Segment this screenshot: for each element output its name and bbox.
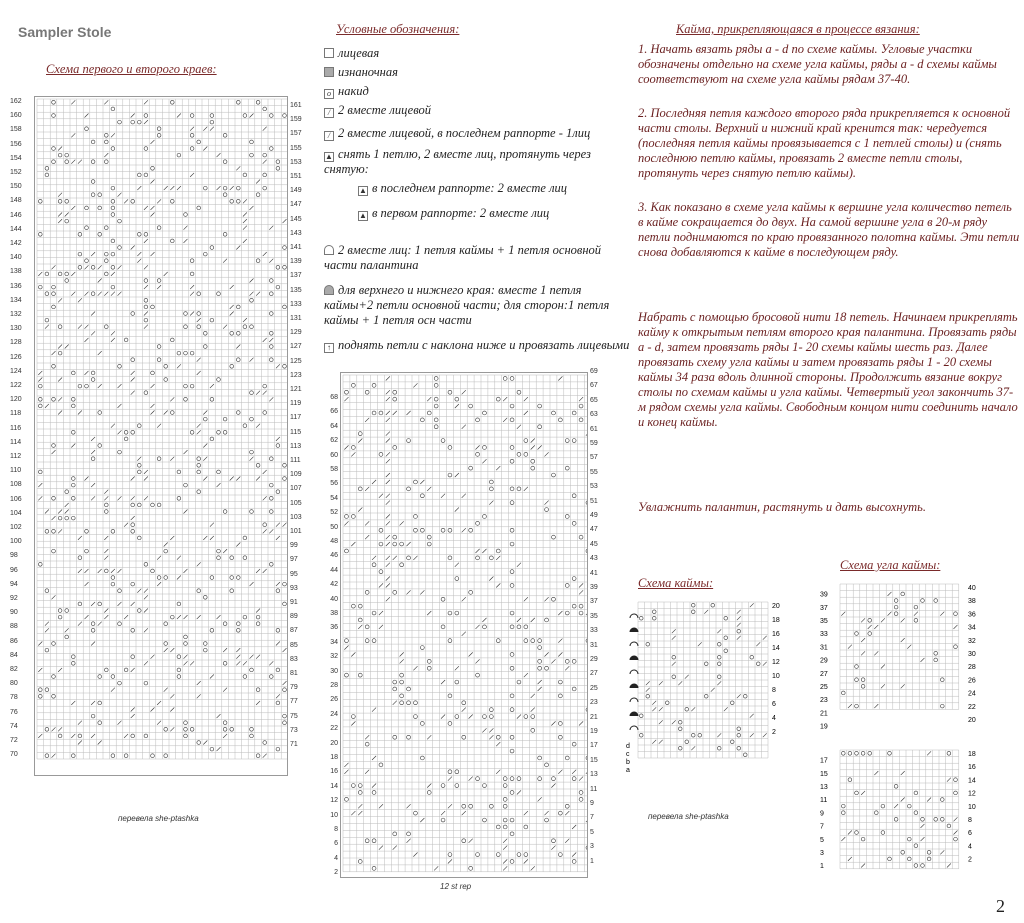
row-number: 118 — [10, 410, 22, 418]
row-number: 17 — [590, 742, 598, 750]
row-number: 100 — [10, 538, 22, 546]
row-number: 41 — [590, 569, 598, 577]
row-number: 128 — [10, 339, 22, 347]
corner-row-number: 40 — [968, 585, 976, 592]
corner-row-number: 25 — [820, 684, 828, 691]
corner-row-number: 24 — [968, 690, 976, 698]
corner-row-number: 3 — [820, 850, 824, 857]
join-edge-symbol-icon — [630, 614, 638, 618]
join-edge-symbol-icon — [630, 726, 638, 730]
row-number: 160 — [10, 112, 22, 120]
row-number: 44 — [330, 566, 338, 574]
row-number: 80 — [10, 680, 18, 688]
left-chart-caption: Схема первого и второго краев: — [46, 62, 217, 76]
corner-row-number: 14 — [968, 777, 976, 785]
row-number: 137 — [290, 272, 302, 280]
row-number: 126 — [10, 353, 22, 361]
row-number: 92 — [10, 595, 18, 602]
row-number: 76 — [10, 708, 18, 716]
row-number: 102 — [10, 524, 22, 531]
corner-chart-caption: Схема угла каймы: — [840, 558, 941, 572]
row-number: 18 — [330, 754, 338, 761]
row-number: 45 — [590, 540, 598, 548]
row-number: 54 — [330, 494, 338, 502]
corner-row-number: 1 — [820, 863, 824, 871]
edge-row-number: 12 — [772, 659, 780, 666]
row-number: 43 — [590, 555, 598, 563]
row-number: 81 — [290, 670, 298, 677]
last-repeat-symbol-icon: ▲ — [359, 186, 367, 195]
row-number: 114 — [10, 438, 22, 446]
row-number: 125 — [290, 357, 302, 365]
row-number: 152 — [10, 169, 22, 176]
middle-chart-footer: 12 st rep — [440, 882, 472, 891]
row-number: 93 — [290, 584, 298, 592]
corner-row-number: 28 — [968, 664, 976, 672]
edge-row-letter: c — [626, 751, 630, 758]
row-number: 53 — [590, 483, 598, 491]
join-corner-symbol-icon — [324, 285, 334, 295]
row-number: 116 — [10, 424, 22, 432]
corner-chart-grid — [818, 580, 1014, 880]
row-number: 141 — [290, 244, 302, 251]
join-edge-symbol-icon — [630, 670, 638, 674]
row-number: 32 — [330, 653, 338, 661]
row-number: 9 — [590, 800, 594, 807]
instruction-4: Набрать с помощью бросовой нити 18 петель. Начинаем прикреплять кайму к открытым петлям второго края палантина. Провязать ряды a - d, затем провязать ряды 1- 20 схемы каймы шесть раз. Далее провязать схему угла каймы и затем провязать ряды 1 - 20 схемы каймы 34 раза вдоль длинной стороны. Продолжить вязание вокруг столы по схемам каймы и угла каймы. Четвертый угол закончить 37-м рядом схемы угла каймы. Свободным концом нити соединить начало и конец каймы. — [638, 310, 1018, 429]
edge-chart-grid — [624, 598, 800, 778]
legend-item-yarnover: o накид — [324, 84, 630, 99]
corner-row-number: 29 — [820, 657, 828, 665]
border-heading: Кайма, прикрепляющаяся в процессе вязания: — [676, 22, 920, 36]
row-number: 91 — [290, 599, 298, 606]
join-edge-symbol-icon — [630, 656, 638, 660]
row-number: 104 — [10, 509, 22, 517]
knit-symbol-icon — [324, 48, 334, 58]
row-number: 37 — [590, 598, 598, 606]
row-number: 86 — [10, 637, 18, 645]
legend — [324, 46, 630, 353]
sk2p-symbol-icon: ▲ — [325, 152, 333, 161]
corner-row-number: 7 — [820, 823, 824, 831]
row-number: 1 — [590, 857, 594, 865]
row-number: 24 — [330, 710, 338, 718]
legend-item-k2tog-last: / 2 вместе лицевой, в последнем раппорте - 1лиц — [324, 126, 630, 141]
corner-row-number: 4 — [968, 843, 972, 851]
instruction-5: Увлажнить палантин, растянуть и дать высохнуть. — [638, 500, 926, 514]
row-number: 123 — [290, 371, 302, 379]
join-edge-symbol-icon — [630, 628, 638, 632]
left-knitting-chart — [34, 96, 288, 776]
corner-row-number: 10 — [968, 803, 976, 811]
corner-row-number: 9 — [820, 810, 824, 818]
row-number: 28 — [330, 682, 338, 689]
row-number: 158 — [10, 126, 22, 134]
row-number: 25 — [590, 684, 598, 692]
join-edge-symbol-icon — [630, 684, 638, 688]
row-number: 49 — [590, 512, 598, 519]
row-number: 107 — [290, 485, 302, 493]
row-number: 65 — [590, 396, 598, 404]
row-number: 56 — [330, 480, 338, 488]
left-credit: перевела she-ptashka — [118, 814, 199, 823]
row-number: 2 — [334, 869, 338, 877]
legend-item-join-corner: для верхнего и нижнего края: вместе 1 петля каймы+2 петли основной части; для сторон:1 петля каймы + 1 петля осн части — [324, 283, 610, 327]
join-edge-symbol-icon — [324, 245, 334, 255]
corner-row-number: 30 — [968, 651, 976, 658]
row-number: 42 — [330, 581, 338, 589]
row-number: 59 — [590, 440, 598, 447]
row-number: 135 — [290, 286, 302, 294]
row-number: 3 — [590, 843, 594, 851]
left-chart-cells — [37, 99, 288, 759]
row-number: 113 — [290, 442, 302, 450]
middle-chart-row-numbers-right — [590, 366, 610, 872]
row-number: 88 — [10, 623, 18, 631]
row-number: 29 — [590, 656, 598, 663]
row-number: 10 — [330, 811, 338, 819]
corner-row-number: 21 — [820, 710, 828, 718]
row-number: 90 — [10, 609, 18, 617]
row-number: 27 — [590, 670, 598, 678]
row-number: 111 — [290, 457, 301, 464]
row-number: 120 — [10, 396, 22, 404]
edge-chart — [624, 598, 800, 778]
row-number: 11 — [590, 785, 598, 793]
row-number: 162 — [10, 98, 22, 105]
row-number: 70 — [10, 751, 18, 759]
corner-row-number: 36 — [968, 611, 976, 619]
row-number: 66 — [330, 408, 338, 416]
row-number: 7 — [590, 814, 594, 822]
page-number: 2 — [996, 896, 1005, 916]
corner-row-number: 33 — [820, 631, 828, 639]
row-number: 130 — [10, 325, 22, 333]
row-number: 150 — [10, 183, 22, 191]
corner-row-number: 27 — [820, 670, 828, 678]
corner-row-number: 22 — [968, 703, 976, 711]
row-number: 145 — [290, 215, 302, 223]
row-number: 13 — [590, 771, 598, 779]
left-chart-row-numbers-left — [10, 96, 32, 776]
row-number: 144 — [10, 225, 22, 233]
corner-row-number: 38 — [968, 598, 976, 606]
edge-row-number: 6 — [772, 701, 776, 708]
row-number: 109 — [290, 471, 302, 479]
row-number: 77 — [290, 698, 298, 706]
corner-row-number: 13 — [820, 784, 828, 791]
row-number: 20 — [330, 739, 338, 747]
corner-row-number: 17 — [820, 757, 828, 765]
row-number: 110 — [10, 467, 22, 475]
row-number: 94 — [10, 580, 18, 588]
row-number: 129 — [290, 329, 302, 337]
corner-row-number: 5 — [820, 836, 824, 844]
row-number: 69 — [590, 368, 598, 375]
row-number: 75 — [290, 712, 298, 720]
legend-item-join-edge: 2 вместе лиц: 1 петля каймы + 1 петля основной части палантина — [324, 243, 602, 272]
row-number: 132 — [10, 311, 22, 318]
purl-symbol-icon — [324, 67, 334, 77]
row-number: 99 — [290, 542, 298, 550]
row-number: 26 — [330, 696, 338, 704]
row-number: 5 — [590, 828, 594, 836]
row-number: 140 — [10, 254, 22, 262]
row-number: 127 — [290, 343, 302, 351]
instruction-2: 2. Последняя петля каждого второго ряда прикрепляется к основной части столы. Верхний и нижний край кренится так: чередуется (последняя петля каймы провязывается с 1 петлей столы) и (снять последнюю петлю каймы, провязать 2 вместе петли столы, протянуть через снятую петлю каймы). — [638, 106, 1011, 180]
legend-title: Условные обозначения: — [336, 22, 460, 36]
row-number: 68 — [330, 394, 338, 401]
document-title: Sampler Stole — [18, 24, 112, 40]
row-number: 155 — [290, 144, 302, 152]
middle-knitting-chart — [340, 372, 588, 878]
row-number: 40 — [330, 595, 338, 603]
row-number: 131 — [290, 315, 302, 322]
row-number: 87 — [290, 627, 298, 635]
row-number: 38 — [330, 610, 338, 617]
corner-row-number: 35 — [820, 618, 828, 625]
row-number: 89 — [290, 613, 298, 621]
row-number: 146 — [10, 211, 22, 219]
row-number: 34 — [330, 638, 338, 646]
row-number: 50 — [330, 523, 338, 531]
row-number: 55 — [590, 468, 598, 476]
row-number: 115 — [290, 428, 302, 436]
row-number: 57 — [590, 454, 598, 462]
corner-chart-lower-cells — [840, 750, 959, 869]
row-number: 73 — [290, 726, 298, 734]
row-number: 58 — [330, 466, 338, 473]
row-number: 71 — [290, 741, 298, 748]
edge-row-letter: a — [626, 767, 630, 774]
row-number: 138 — [10, 268, 22, 276]
join-edge-symbol-icon — [630, 712, 638, 716]
corner-row-number: 20 — [968, 717, 976, 724]
row-number: 21 — [590, 713, 598, 721]
row-number: 23 — [590, 699, 598, 707]
corner-row-number: 8 — [968, 817, 972, 824]
row-number: 79 — [290, 684, 298, 692]
row-number: 139 — [290, 258, 302, 266]
row-number: 149 — [290, 187, 302, 195]
middle-chart-grid — [341, 373, 588, 878]
edge-row-number: 10 — [772, 673, 780, 680]
row-number: 14 — [330, 782, 338, 790]
row-number: 12 — [330, 797, 338, 805]
row-number: 108 — [10, 481, 22, 489]
row-number: 6 — [334, 840, 338, 848]
row-number: 154 — [10, 154, 22, 162]
legend-item-knit: лицевая — [324, 46, 630, 61]
row-number: 74 — [10, 722, 18, 730]
corner-row-number: 12 — [968, 790, 976, 798]
row-number: 72 — [10, 737, 18, 744]
row-number: 142 — [10, 240, 22, 247]
corner-row-number: 37 — [820, 604, 828, 612]
row-number: 46 — [330, 552, 338, 560]
row-number: 47 — [590, 526, 598, 534]
corner-row-number: 16 — [968, 764, 976, 772]
row-number: 159 — [290, 116, 302, 124]
edge-row-number: 14 — [772, 645, 780, 652]
first-repeat-symbol-icon: ▲ — [359, 211, 367, 220]
left-chart-grid — [35, 97, 288, 776]
row-number: 60 — [330, 451, 338, 459]
row-number: 67 — [590, 382, 598, 390]
edge-row-number: 4 — [772, 715, 776, 722]
row-number: 96 — [10, 566, 18, 574]
row-number: 97 — [290, 556, 298, 564]
k2tog-symbol-icon: / — [324, 108, 334, 118]
row-number: 15 — [590, 756, 598, 764]
edge-row-letter: d — [626, 743, 630, 750]
corner-row-number: 34 — [968, 624, 976, 632]
instruction-1: 1. Начать вязать ряды a - d по схеме каймы. Угловые участки обозначены отдельно на схеме угла каймы, ряды a - d схемы каймы соответствуют на схеме угла каймы рядам 37-40. — [638, 42, 997, 86]
k2tog-last-symbol-icon: / — [324, 131, 334, 141]
edge-row-number: 2 — [772, 729, 776, 736]
join-edge-symbol-icon — [630, 698, 638, 702]
corner-row-number: 11 — [820, 797, 828, 805]
row-number: 147 — [290, 201, 302, 209]
edge-chart-caption: Схема каймы: — [638, 576, 714, 590]
row-number: 52 — [330, 509, 338, 517]
row-number: 33 — [590, 627, 598, 635]
instruction-3: 3. Как показано в схеме угла каймы к вершине угла количество петель в кайме сокращается до двух. На самой вершине угла в 20-м ряду петли поднимаются по краю провязанного полотна каймы. Эти петли снова добавляются к кайме в последующем ряду. — [638, 200, 1020, 259]
middle-chart-row-numbers-left — [318, 372, 338, 878]
row-number: 8 — [334, 826, 338, 833]
corner-row-number: 2 — [968, 856, 972, 864]
row-number: 51 — [590, 497, 598, 505]
row-number: 133 — [290, 300, 302, 308]
row-number: 61 — [590, 425, 598, 433]
row-number: 101 — [290, 528, 302, 535]
row-number: 95 — [290, 570, 298, 578]
row-number: 117 — [290, 414, 302, 422]
row-number: 19 — [590, 728, 598, 735]
row-number: 156 — [10, 140, 22, 148]
corner-row-number: 39 — [820, 591, 828, 599]
legend-item-pickup: ↑ поднять петли с наклона ниже и провязать лицевыми — [324, 338, 630, 353]
corner-row-number: 6 — [968, 830, 972, 838]
row-number: 85 — [290, 641, 298, 649]
row-number: 153 — [290, 158, 302, 166]
row-number: 121 — [290, 386, 302, 393]
legend-item-first-repeat: ▲ в первом раппорте: 2 вместе лиц — [359, 206, 550, 220]
edge-chart-cells — [638, 602, 768, 758]
row-number: 63 — [590, 411, 598, 419]
row-number: 119 — [290, 400, 302, 408]
row-number: 16 — [330, 768, 338, 776]
corner-row-number: 32 — [968, 637, 976, 645]
row-number: 103 — [290, 513, 302, 521]
row-number: 48 — [330, 538, 338, 545]
row-number: 30 — [330, 667, 338, 675]
left-chart-row-numbers-right — [290, 100, 312, 780]
edge-credit: перевела she-ptashka — [648, 812, 729, 821]
row-number: 98 — [10, 552, 18, 560]
legend-item-k2tog: / 2 вместе лицевой — [324, 103, 630, 118]
row-number: 62 — [330, 437, 338, 445]
row-number: 84 — [10, 651, 18, 659]
corner-chart — [818, 580, 1014, 880]
legend-item-sk2p: ▲ снять 1 петлю, 2 вместе лиц, протянуть через снятую: — [324, 147, 591, 176]
corner-row-number: 18 — [968, 751, 976, 758]
edge-row-letter: b — [626, 759, 630, 766]
row-number: 161 — [290, 102, 302, 109]
corner-row-number: 26 — [968, 677, 976, 685]
row-number: 148 — [10, 197, 22, 205]
edge-row-number: 20 — [772, 603, 780, 610]
pickup-symbol-icon: ↑ — [324, 343, 334, 353]
middle-chart-cells — [343, 375, 588, 872]
row-number: 124 — [10, 367, 22, 375]
edge-row-number: 18 — [772, 617, 780, 624]
row-number: 35 — [590, 612, 598, 620]
join-edge-symbol-icon — [630, 642, 638, 646]
row-number: 143 — [290, 229, 302, 237]
row-number: 82 — [10, 666, 18, 673]
corner-row-number: 15 — [820, 770, 828, 778]
row-number: 39 — [590, 584, 598, 591]
row-number: 22 — [330, 725, 338, 733]
row-number: 112 — [10, 453, 22, 460]
row-number: 4 — [334, 854, 338, 862]
corner-row-number: 23 — [820, 697, 828, 705]
row-number: 122 — [10, 382, 22, 389]
row-number: 134 — [10, 296, 22, 304]
row-number: 83 — [290, 655, 298, 663]
legend-item-purl: изнаночная — [324, 65, 630, 80]
row-number: 78 — [10, 694, 18, 702]
row-number: 136 — [10, 282, 22, 290]
row-number: 31 — [590, 641, 598, 649]
row-number: 64 — [330, 422, 338, 430]
row-number: 106 — [10, 495, 22, 503]
row-number: 105 — [290, 499, 302, 507]
legend-item-last-repeat: ▲ в последнем раппорте: 2 вместе лиц — [359, 181, 568, 195]
corner-row-number: 31 — [820, 644, 828, 652]
row-number: 151 — [290, 173, 302, 180]
yarnover-symbol-icon: o — [324, 89, 334, 99]
corner-row-number: 19 — [820, 723, 828, 731]
row-number: 157 — [290, 130, 302, 138]
corner-chart-upper-cells — [840, 584, 959, 709]
edge-row-number: 8 — [772, 687, 776, 694]
edge-row-number: 16 — [772, 631, 780, 638]
row-number: 36 — [330, 624, 338, 632]
